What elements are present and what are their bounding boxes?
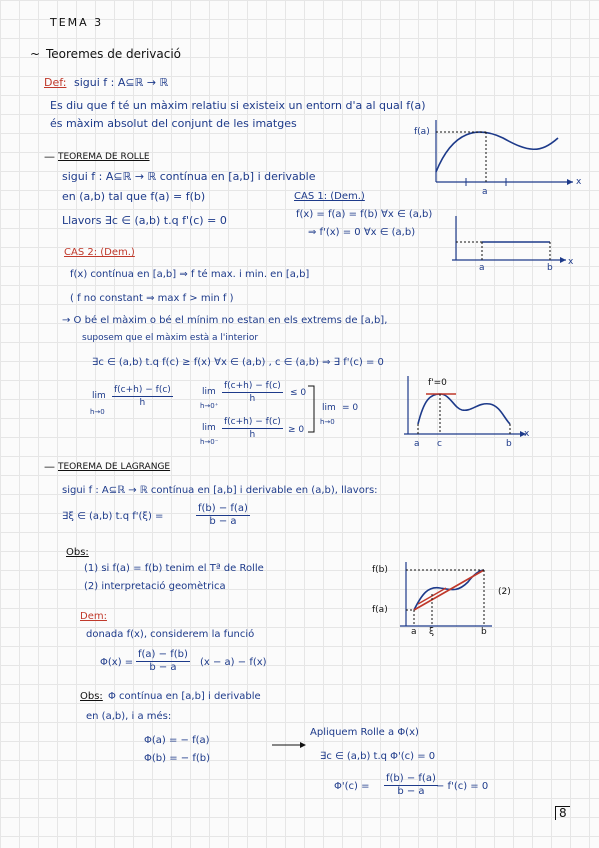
ineq-ge: ≥ 0 (288, 425, 305, 435)
rolle-max-graph (400, 370, 540, 450)
lim-fraction-1 (112, 384, 173, 409)
fig3-fprime-label: f'=0 (428, 378, 447, 388)
constant-function-graph (448, 212, 573, 272)
exists-c: ∃c ∈ (a,b) t.q Φ'(c) = 0 (320, 751, 436, 762)
fig3-b-label: b (506, 439, 512, 449)
fig4-fb-label: f(b) (372, 565, 388, 575)
rolle-case2-label: CAS 2: (Dem.) (64, 247, 135, 258)
lagrange-concl-num: f(b) − f(a) (198, 503, 248, 514)
lim-bracket (306, 384, 318, 434)
rolle-case1-line2: ⇒ f'(x) = 0 ∀x ∈ (a,b) (308, 227, 416, 238)
phi-prime-den: b − a (397, 786, 425, 797)
page-number: 8 (555, 806, 570, 820)
rolle-conclusion: Llavors ∃c ∈ (a,b) t.q f'(c) = 0 (62, 214, 227, 227)
lim-den-3: h (249, 430, 256, 440)
fig2-b-label: b (547, 263, 553, 273)
lim-word-2: lim (202, 387, 216, 397)
lagrange-concl-den: b − a (209, 516, 237, 527)
lim-fraction-3 (222, 416, 283, 441)
lagrange-obs3-line1: Φ contínua en [a,b] i derivable (108, 691, 261, 702)
lim-sub-2: h→0⁺ (200, 402, 219, 410)
rolle-case2-line5: ∃c ∈ (a,b) t.q f(c) ≥ f(x) ∀x ∈ (a,b) , c ∈ (a,b) ⇒ ∃ f'(c) = 0 (92, 357, 384, 368)
page-title: TEMA 3 (50, 16, 104, 29)
fig3-x-label: x (524, 429, 530, 439)
rolle-case2-line3: → O bé el màxim o bé el mínim no estan en els extrems de [a,b], (62, 315, 388, 326)
fig4-2-label: (2) (498, 587, 511, 597)
rolle-case1-line1: f(x) = f(a) = f(b) ∀x ∈ (a,b) (296, 209, 433, 220)
lagrange-obs1: (1) si f(a) = f(b) tenim el Tª de Rolle (84, 563, 264, 574)
phi-prime-num: f(b) − f(a) (386, 773, 436, 784)
definition-intro: sigui f : A⊆ℝ → ℝ (74, 76, 169, 89)
rolle-case2-line2: ( f no constant ⇒ max f > min f ) (70, 293, 234, 304)
phi-prime-fraction (384, 773, 438, 798)
ineq-le: ≤ 0 (290, 388, 307, 398)
fig1-a-label: a (482, 187, 488, 197)
lim-sub-1: h→0 (90, 408, 105, 416)
definition-line2: és màxim absolut del conjunt de les imatges (50, 117, 297, 130)
rolle-hyp1: sigui f : A⊆ℝ → ℝ contínua en [a,b] i derivable (62, 170, 316, 183)
phi-a: Φ(a) = − f(a) (144, 735, 210, 746)
phi-definition-fraction (136, 649, 190, 674)
fig3-a-label: a (414, 439, 420, 449)
lagrange-obs2: (2) interpretació geomètrica (84, 581, 226, 592)
lim-num-2: f(c+h) − f(c) (224, 381, 281, 391)
fig1-x-label: x (576, 177, 582, 187)
definition-label: Def: (44, 76, 67, 89)
lim-word-4: lim (322, 403, 336, 413)
lim-result: = 0 (342, 403, 359, 413)
lagrange-obs3-label: Obs: (80, 691, 103, 702)
rolle-case1-label: CAS 1: (Dem.) (294, 191, 365, 202)
lagrange-dem-text: donada f(x), considerem la funció (86, 629, 255, 640)
section-title: Teoremes de derivació (46, 47, 182, 61)
lagrange-obs-label: Obs: (66, 547, 89, 558)
lim-word-3: lim (202, 423, 216, 433)
fig4-b-label: b (481, 627, 487, 637)
lagrange-conclusion-fraction (196, 503, 250, 528)
lagrange-obs3-line2: en (a,b), i a més: (86, 711, 172, 722)
lagrange-heading: TEOREMA DE LAGRANGE (58, 462, 171, 472)
rolle-bullet: — (44, 150, 55, 163)
max-relative-graph (418, 112, 578, 192)
apply-rolle: Apliquem Rolle a Φ(x) (310, 727, 419, 738)
fig2-a-label: a (479, 263, 485, 273)
lim-sub-4: h→0 (320, 418, 335, 426)
lagrange-bullet: — (44, 460, 55, 473)
rolle-case2-line4: suposem que el màxim està a l'interior (82, 333, 259, 343)
definition-line1: Es diu que f té un màxim relatiu si existeix un entorn d'a al qual f(a) (50, 99, 426, 112)
section-bullet: ~ (30, 47, 41, 61)
lim-sub-3: h→0⁻ (200, 438, 219, 446)
fig4-fa-label: f(a) (372, 605, 388, 615)
implication-arrow (270, 740, 310, 750)
phi-den: b − a (149, 662, 177, 673)
rolle-hyp2: en (a,b) tal que f(a) = f(b) (62, 190, 206, 203)
lim-num-3: f(c+h) − f(c) (224, 417, 281, 427)
phi-num: f(a) − f(b) (138, 649, 188, 660)
fig4-a-label: a (411, 627, 417, 637)
rolle-heading: TEOREMA DE ROLLE (58, 152, 150, 162)
rolle-case2-line1: f(x) contínua en [a,b] ⇒ f té max. i min. en [a,b] (70, 269, 310, 280)
lim-word-1: lim (92, 391, 106, 401)
phi-b: Φ(b) = − f(b) (144, 753, 210, 764)
fig2-x-label: x (568, 257, 574, 267)
phi-definition-lhs: Φ(x) = (100, 657, 134, 668)
lim-den-1: h (139, 398, 146, 408)
lim-den-2: h (249, 394, 256, 404)
lagrange-conclusion-lhs: ∃ξ ∈ (a,b) t.q f'(ξ) = (62, 511, 164, 522)
phi-definition-rhs: (x − a) − f(x) (200, 657, 267, 668)
fig3-c-label: c (437, 439, 442, 449)
lagrange-hyp: sigui f : A⊆ℝ → ℝ contínua en [a,b] i derivable en (a,b), llavors: (62, 485, 378, 496)
lim-num-1: f(c+h) − f(c) (114, 385, 171, 395)
phi-prime-lhs: Φ'(c) = (334, 781, 370, 792)
fig4-xi-label: ξ (429, 627, 435, 637)
lim-fraction-2 (222, 380, 283, 405)
lagrange-dem-label: Dem: (80, 611, 107, 622)
phi-prime-rhs: − f'(c) = 0 (436, 781, 489, 792)
fig1-y-label: f(a) (414, 127, 430, 137)
